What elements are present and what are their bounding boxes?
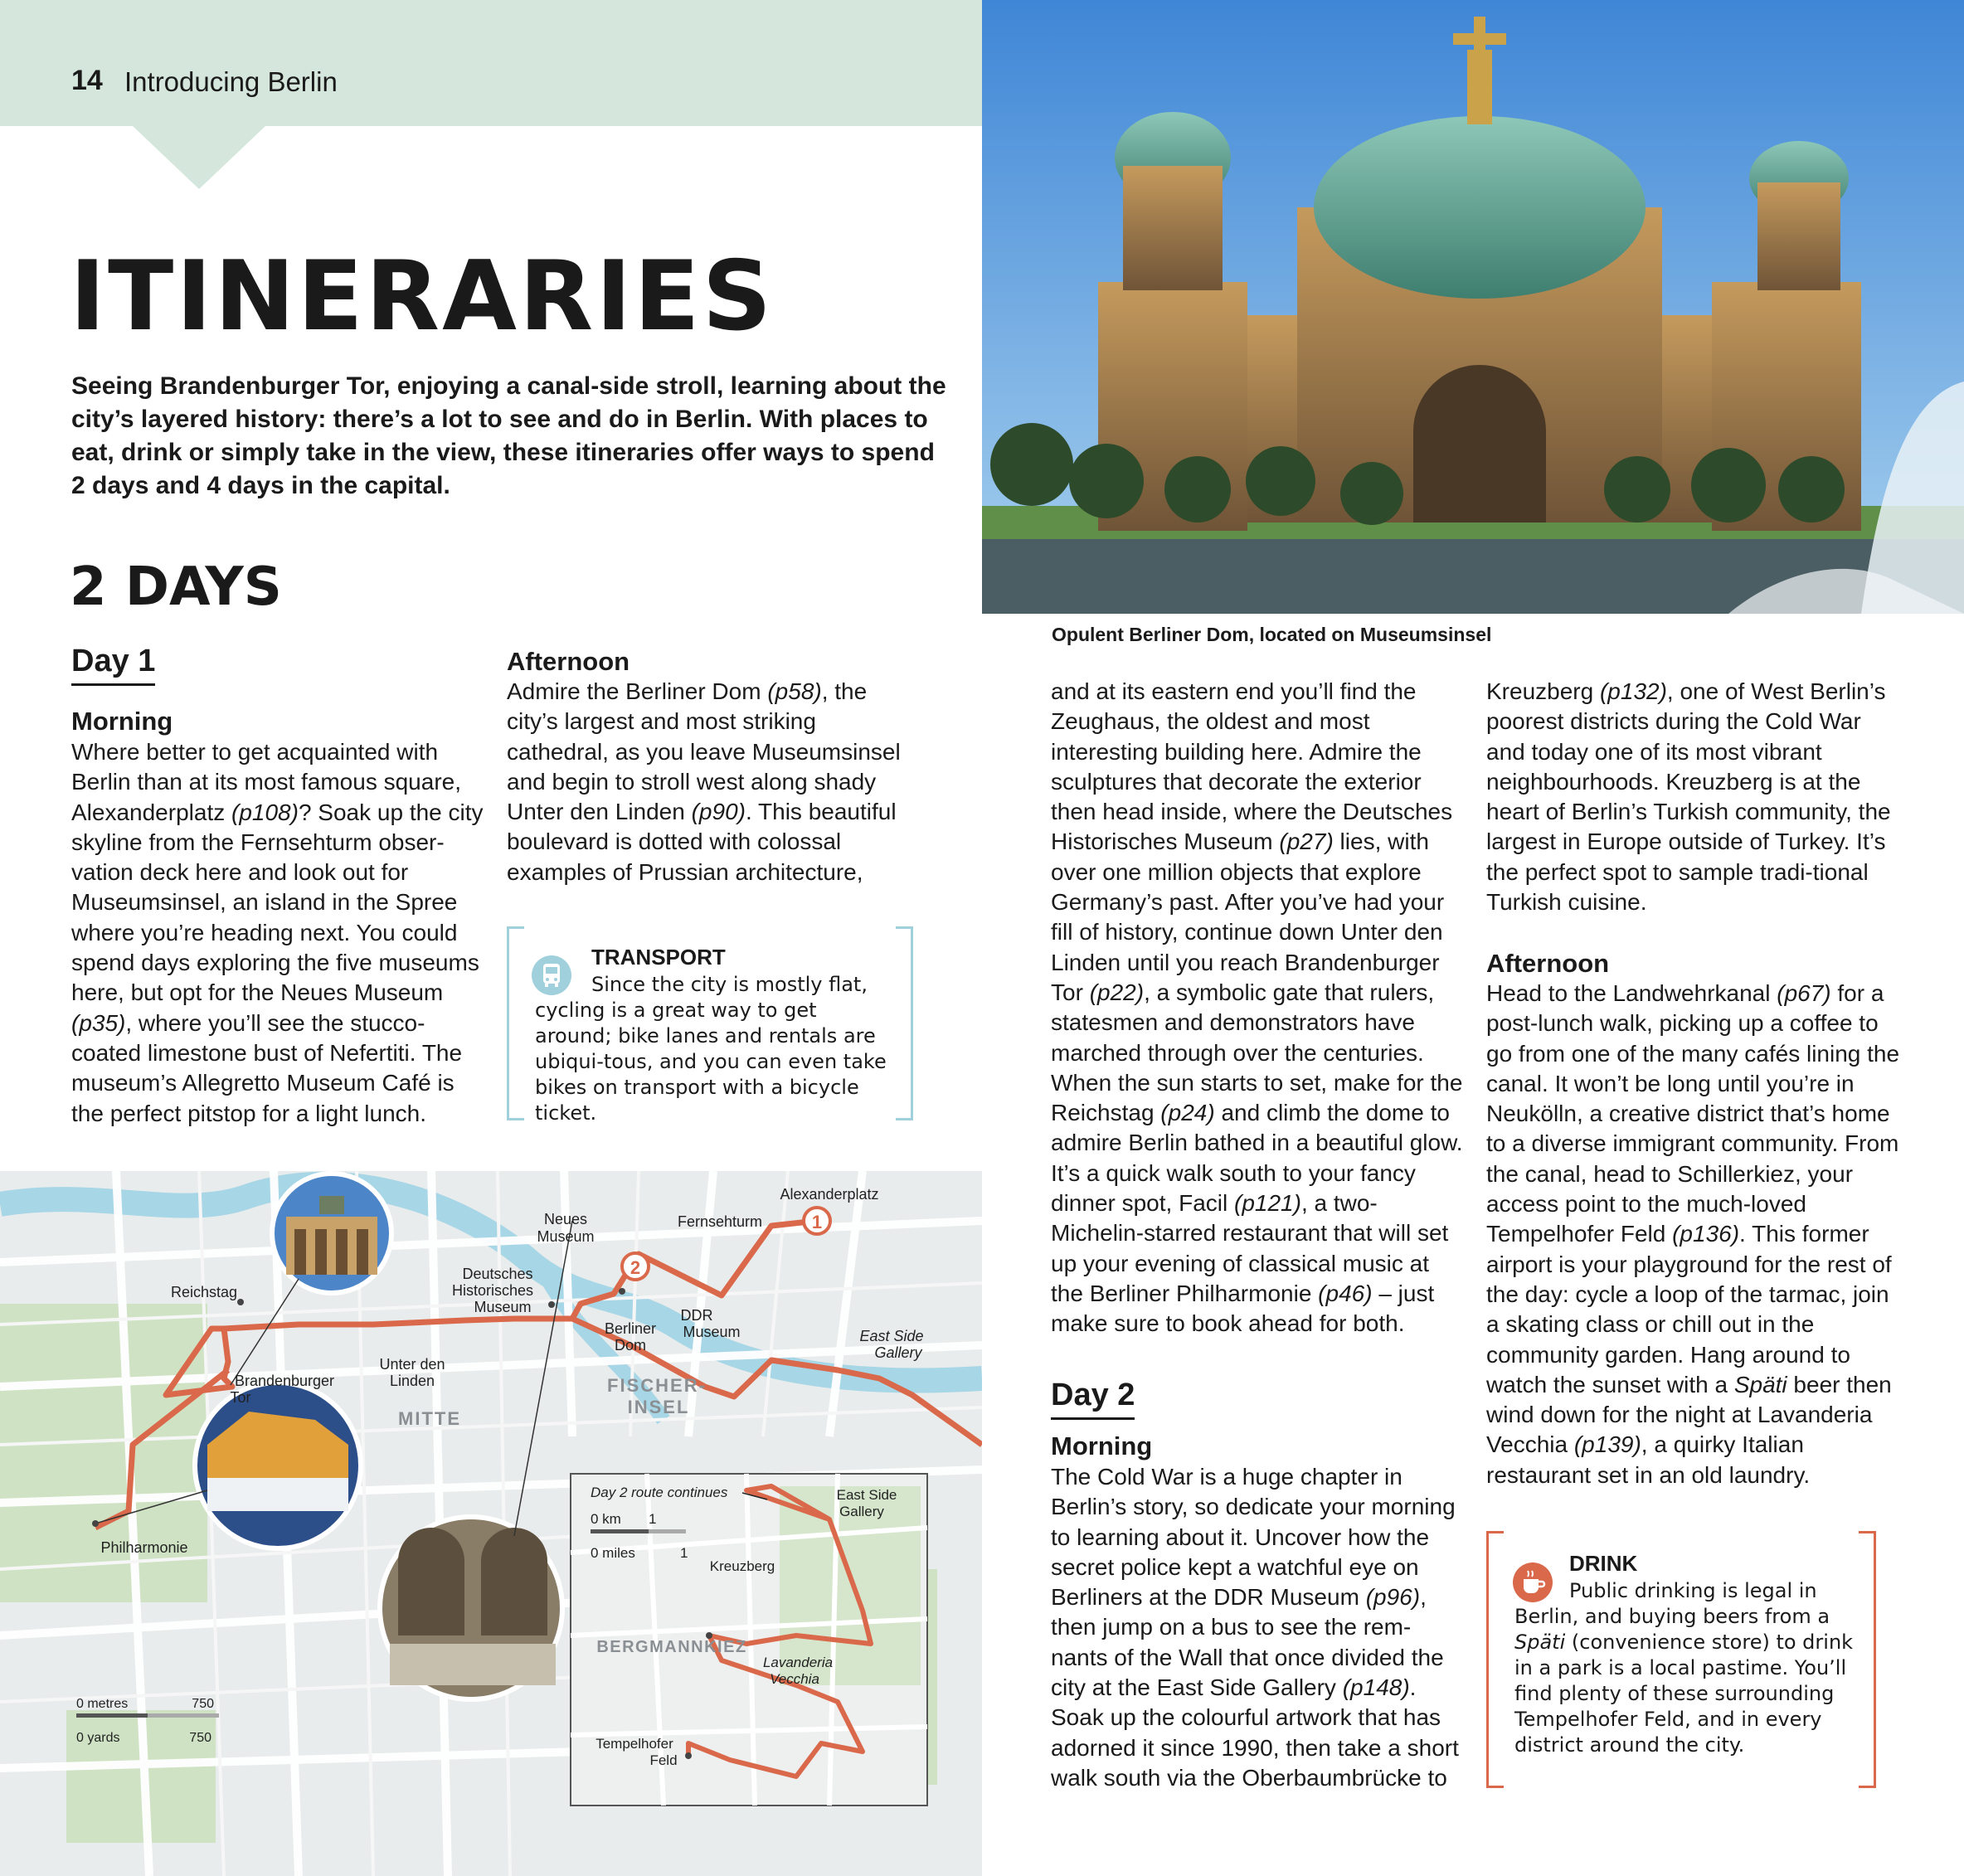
- marker-1-text: 1: [811, 1212, 823, 1232]
- map-scale-metres-750: 750: [192, 1697, 214, 1711]
- inset-label-kreuzberg: Kreuzberg: [709, 1558, 775, 1574]
- page-number: 14: [71, 65, 103, 96]
- transport-box: [507, 926, 913, 1125]
- map-label-ddr-1: DDR: [680, 1307, 713, 1324]
- map-label-philharmonie: Philharmonie: [100, 1539, 188, 1556]
- day1-continued-text: and at its eastern end you’ll find the Zeughaus, the oldest and most interesting building here. Admire the sculptures that decorate the exterior then head inside, where the Deutsches Historisches Museum (p27) lies, with over one million objects that explore Germany’s past. After you’ve had your fill of history, continue down Unter den Linden until you reach Brandenburger Tor (p22), a symbolic gate that rulers, statesmen and demonstrators have marched through over the centuries. When the sun starts to set, make for the Reichstag (p24) and climb the dome to admire Berlin bathed in a beautiful glow. It’s a quick walk south to your fancy dinner spot, Facil (p121), a two-Michelin-starred restaurant that will set up your evening of classical music at the Berliner Philharmonie (p46) – just make sure to book ahead for both.: [1051, 678, 1463, 1337]
- transport-title: TRANSPORT: [591, 945, 726, 970]
- intro-paragraph: Seeing Brandenburger Tor, enjoying a canal-side stroll, learning about the city’s layered history: there’s a lot to see and do in Berlin. With places to eat, drink or simply take in the view, these itineraries offer ways to spend 2 days and 4 days in the capital.: [71, 372, 946, 499]
- map-district-fischer-2: INSEL: [627, 1397, 690, 1417]
- photo-caption: Opulent Berliner Dom, located on Museumsinsel: [1052, 624, 1492, 645]
- map-label-neues-2: Museum: [537, 1228, 595, 1245]
- inset-label-tf-1: Tempelhofer: [596, 1736, 673, 1752]
- day2-morning-text: The Cold War is a huge chapter in Berlin’s story, so dedicate your morning to learning about it. Uncover how the secret police kept a watchful eye on Berliners at the DDR Museum (p96), then jump on a bus to see the rem-nants of the Wall that once divided the city at the East Side Gallery (p148). Soak up the colourful artwork that has adorned it since 1990, then take a short walk south via the Oberbaumbrücke to: [1051, 1464, 1459, 1791]
- drink-text: Public drinking is legal in Berlin, and buying beers from a Späti (convenience store) to drink in a park is a local pastime. You’ll find plenty of these surrounding Tempelhofer Feld, and in every district around the city.: [1514, 1579, 1854, 1757]
- day2-heading: Day 2: [1051, 1379, 1135, 1420]
- map-label-ddr-2: Museum: [683, 1324, 741, 1340]
- route-map: [0, 1171, 982, 1876]
- inset-label-lav-1: Lavanderia: [762, 1655, 834, 1670]
- day2-morning-label: Morning: [1051, 1431, 1153, 1460]
- day1-heading: Day 1: [71, 645, 155, 686]
- inset-label-esg-1: East Side: [836, 1487, 897, 1503]
- map-label-fernsehturm: Fernsehturm: [677, 1213, 763, 1230]
- day1-morning-label: Morning: [71, 707, 173, 736]
- map-label-reichstag: Reichstag: [170, 1284, 238, 1300]
- inset-label-esg-2: Gallery: [839, 1504, 884, 1519]
- map-label-dhm-1: Deutsches: [462, 1266, 533, 1282]
- day1-afternoon-label: Afternoon: [507, 647, 630, 676]
- drink-box: [1486, 1531, 1876, 1788]
- berliner-dom-photo: [982, 0, 1964, 614]
- two-days-heading: 2 DAYS: [70, 556, 282, 618]
- inset-label-continues: Day 2 route continues: [591, 1485, 728, 1500]
- section-name: Introducing Berlin: [124, 66, 338, 97]
- map-label-bt-2: Tor: [230, 1389, 251, 1406]
- neues-museum-thumbnail: [380, 1517, 562, 1699]
- inset-scale-km: 0 km: [591, 1511, 621, 1527]
- map-label-dhm-3: Museum: [474, 1299, 532, 1315]
- day1-morning-text: Where better to get acquainted with Berlin than at its most famous square, Alexanderplatz (p108)? Soak up the city skyline from the Fernsehturm obser-vation deck here and look out for Museumsinsel, an island in the Spree where you’re heading next. You could spend days exploring the five museums here, but opt for the Neues Museum (p35), where you’ll see the stucco-coated limestone bust of Nefertiti. The museum’s Allegretto Museum Café is the perfect pitstop for a light lunch.: [71, 739, 484, 1126]
- map-label-esg-2: Gallery: [874, 1344, 922, 1361]
- day2-afternoon-text: Head to the Landwehrkanal (p67) for a post-lunch walk, picking up a coffee to go from one of the many cafés lining the canal. It won’t be long until you’re in Neukölln, a creative district that’s home to a diverse immigrant community. From the canal, head to Schillerkiez, your access point to the much-loved Tempelhofer Feld (p136). This former airport is your playground for the rest of the day: cycle a loop of the tarmac, join a skating class or chill out in the community garden. Hang around to watch the sunset with a Späti beer then wind down for the night at Lavanderia Vecchia (p139), a quirky Italian restaurant set in an old laundry.: [1486, 980, 1900, 1488]
- box-bracket-left: [507, 926, 524, 1120]
- marker-2-text: 2: [630, 1257, 641, 1278]
- inset-scale-miles: 0 miles: [591, 1545, 635, 1561]
- inset-district-bergmann: BERGMANNKIEZ: [596, 1638, 747, 1656]
- route-marker-1: [804, 1208, 830, 1234]
- day1-afternoon-text: Admire the Berliner Dom (p58), the city’s largest and most striking cathedral, as you leave Museumsinsel and begin to stroll west along shady Unter den Linden (p90). This beautiful boulevard is dotted with colossal examples of Prussian architecture,: [507, 678, 901, 885]
- philharmonie-thumbnail: [195, 1383, 361, 1548]
- map-label-dom-1: Berliner: [604, 1320, 657, 1337]
- route-marker-2: [622, 1253, 649, 1280]
- map-label-esg-1: East Side: [859, 1328, 924, 1344]
- header-notch: [133, 126, 265, 189]
- map-scale-yards: 0 yards: [76, 1731, 120, 1745]
- inset-scale-miles-1: 1: [680, 1545, 688, 1561]
- inset-label-lav-2: Vecchia: [770, 1671, 819, 1687]
- map-scale-yards-750: 750: [189, 1731, 211, 1745]
- transport-text: Since the city is mostly flat, cycling is a great way to get around; bike lanes and rentals are ubiqui-tous, and you can even take bikes on transport with a bicycle ticket.: [535, 973, 887, 1125]
- day2-inset-map: [571, 1474, 927, 1806]
- box-bracket-right: [896, 926, 913, 1120]
- map-label-bt-1: Brandenburger: [234, 1373, 335, 1389]
- day2-afternoon-label: Afternoon: [1486, 949, 1610, 978]
- inset-scale-km-1: 1: [649, 1511, 657, 1527]
- map-district-fischer-1: FISCHER-: [607, 1375, 707, 1396]
- map-label-udl-2: Linden: [389, 1373, 435, 1389]
- map-label-udl-1: Unter den: [379, 1356, 445, 1373]
- map-label-neues-1: Neues: [543, 1211, 588, 1227]
- map-district-mitte: MITTE: [398, 1408, 461, 1429]
- drink-title: DRINK: [1569, 1551, 1638, 1576]
- brandenburger-tor-thumbnail: [272, 1174, 391, 1293]
- map-label-alexanderplatz: Alexanderplatz: [780, 1186, 879, 1203]
- box-bracket-right: [1859, 1531, 1876, 1788]
- inset-label-tf-2: Feld: [649, 1752, 678, 1768]
- map-label-dom-2: Dom: [614, 1337, 647, 1354]
- page-title: ITINERARIES: [70, 241, 775, 352]
- map-label-dhm-2: Historisches: [451, 1282, 534, 1299]
- day2-kreuzberg-text: Kreuzberg (p132), one of West Berlin’s poorest districts during the Cold War and today one of its most vibrant neighbourhoods. Kreuzberg is at the heart of Berlin’s Turkish community, the largest in Europe outside of Turkey. It’s the perfect spot to sample tradi-tional Turkish cuisine.: [1486, 678, 1891, 916]
- map-scale-metres: 0 metres: [76, 1697, 129, 1711]
- header-band: [0, 0, 982, 126]
- box-bracket-left: [1486, 1531, 1504, 1788]
